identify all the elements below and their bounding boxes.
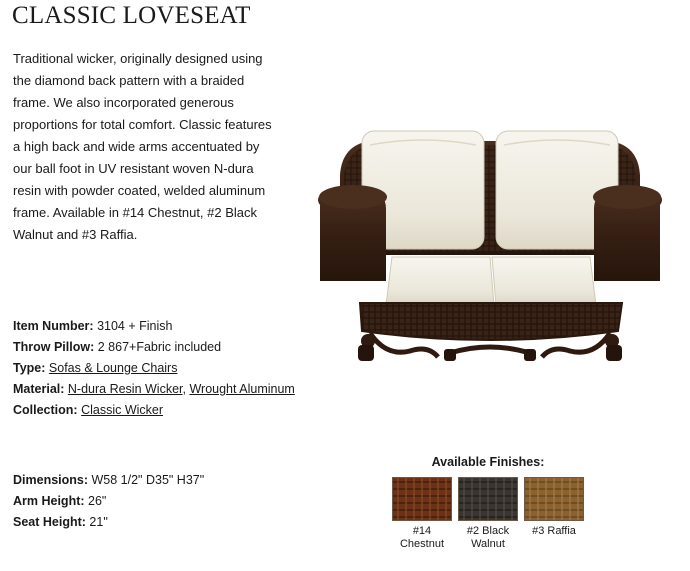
- finish-label-black-walnut-line1: #2 Black: [466, 525, 510, 537]
- finish-label-raffia-line1: #3 Raffia: [532, 525, 576, 537]
- wicker-texture-raffia: [525, 478, 583, 520]
- spec-type: [13, 358, 303, 379]
- spec-material-label: Material:: [13, 382, 65, 396]
- dimension-list: [13, 470, 313, 533]
- finish-label-chestnut: [392, 525, 452, 551]
- finish-swatch-chestnut[interactable]: [392, 477, 452, 521]
- arm-height-row: [13, 491, 313, 512]
- arm-height-label: Arm Height:: [13, 494, 85, 508]
- finish-swatch-raffia[interactable]: [524, 477, 584, 521]
- finish-swatch-black-walnut[interactable]: [458, 477, 518, 521]
- spec-collection: [13, 400, 303, 421]
- finish-label-black-walnut: [458, 525, 518, 551]
- dimensions-label: Dimensions:: [13, 473, 89, 487]
- spec-material-separator: ,: [182, 382, 190, 396]
- dimensions-row: [13, 470, 313, 491]
- arm-height-value: 26": [88, 494, 107, 508]
- finish-option-black-walnut[interactable]: [458, 477, 518, 551]
- finish-label-chestnut-line2: Chestnut: [399, 538, 445, 550]
- spec-material-link-2[interactable]: Wrought Aluminum: [189, 382, 295, 396]
- spec-item-number-label: Item Number:: [13, 319, 94, 333]
- finish-option-raffia[interactable]: [524, 477, 584, 551]
- spec-item-number-value: 3104 + Finish: [97, 319, 173, 333]
- seat-height-value: 21": [89, 515, 108, 529]
- spec-list: [13, 316, 303, 421]
- spec-type-label: Type:: [13, 361, 46, 375]
- seat-height-label: Seat Height:: [13, 515, 86, 529]
- spec-collection-link[interactable]: Classic Wicker: [81, 403, 164, 417]
- finish-option-chestnut[interactable]: [392, 477, 452, 551]
- finish-label-raffia: [524, 525, 584, 538]
- spec-item-number: [13, 316, 303, 337]
- finish-label-chestnut-line1: #14: [412, 525, 432, 537]
- finish-label-black-walnut-line2: Walnut: [471, 538, 505, 550]
- spec-throw-pillow: [13, 337, 303, 358]
- spec-material: [13, 379, 303, 400]
- spec-throw-pillow-label: Throw Pillow:: [13, 340, 95, 354]
- spec-material-link-1[interactable]: N-dura Resin Wicker: [67, 382, 183, 396]
- product-description: Traditional wicker, originally designed using the diamond back pattern with a braided frame. We also incorporated generous proportions for total comfort. Classic features a high back and wide arms accentuated by our ball foot in UV resistant woven N-dura resin with powder coated, welded aluminum frame. Available in #14 Chestnut, #2 Black Walnut and #3 Raffia.: [13, 51, 272, 242]
- dimensions-value: W58 1/2" D35" H37": [91, 473, 205, 487]
- seat-height-row: [13, 512, 313, 533]
- spec-collection-label: Collection:: [13, 403, 78, 417]
- available-finishes: [392, 455, 682, 551]
- wicker-texture-black-walnut: [459, 478, 517, 520]
- product-image: [300, 105, 680, 380]
- loveseat-illustration: [300, 105, 680, 380]
- page-title: CLASSIC LOVESEAT: [12, 2, 251, 29]
- spec-type-link[interactable]: Sofas & Lounge Chairs: [48, 361, 178, 375]
- finishes-heading: Available Finishes:: [431, 455, 545, 469]
- spec-throw-pillow-value: 2 867+Fabric included: [97, 340, 222, 354]
- wicker-texture-chestnut: [393, 478, 451, 520]
- finish-swatch-row: [392, 477, 682, 551]
